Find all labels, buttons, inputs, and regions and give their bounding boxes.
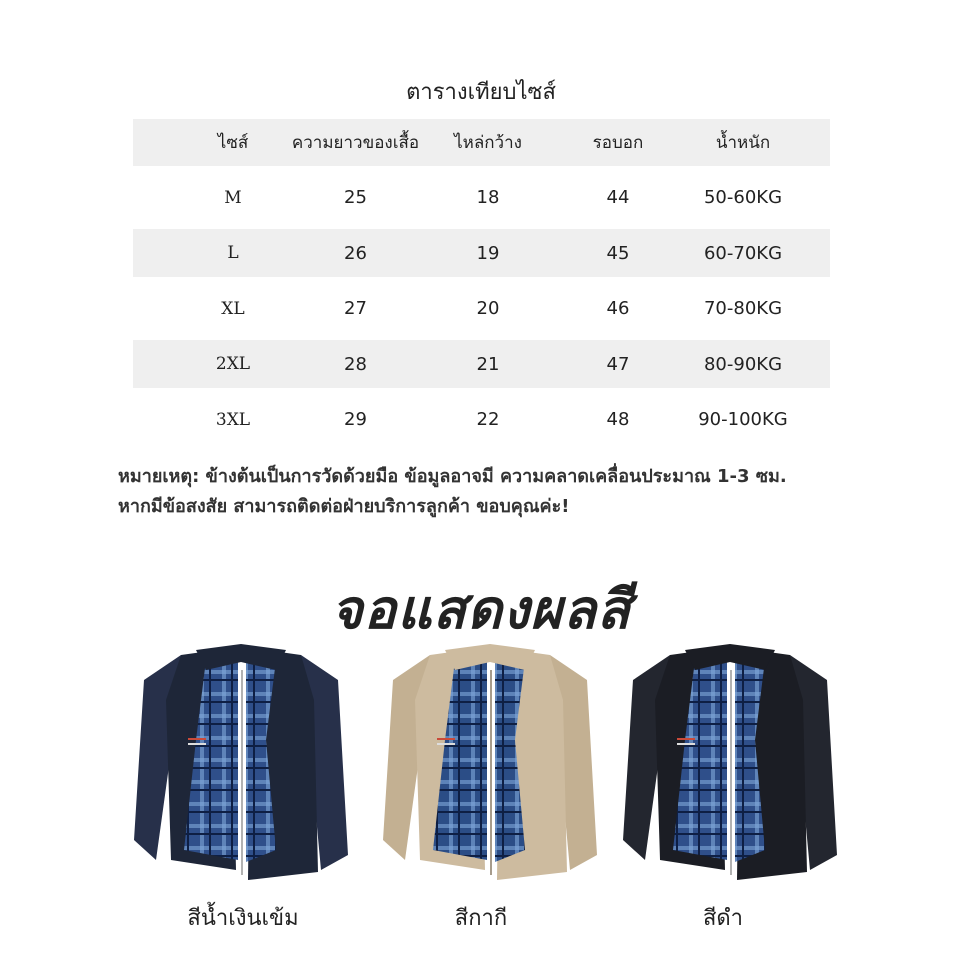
chest-cell: 45 bbox=[606, 242, 630, 264]
length-cell: 25 bbox=[344, 187, 367, 208]
length-cell: 29 bbox=[344, 409, 367, 430]
length-cell: 28 bbox=[344, 353, 367, 375]
measurement-note bbox=[118, 462, 878, 522]
header-shoulder: ไหล่กว้าง bbox=[454, 133, 522, 153]
note-line-1: หมายเหตุ: ข้างต้นเป็นการวัดด้วยมือ ข้อมูลอาจมี ความคลาดเคลื่อนประมาณ 1-3 ซม. bbox=[118, 466, 787, 487]
table-row bbox=[133, 277, 830, 340]
color-display-heading: จอแสดงผลสี bbox=[331, 578, 631, 641]
table-row bbox=[133, 229, 830, 277]
weight-cell: 90-100KG bbox=[698, 409, 788, 430]
chest-cell: 46 bbox=[606, 298, 630, 319]
chest-cell: 44 bbox=[606, 187, 630, 208]
weight-cell: 60-70KG bbox=[703, 242, 783, 264]
navy-jacket-image bbox=[126, 640, 356, 890]
size-cell: M bbox=[224, 187, 242, 208]
length-cell: 26 bbox=[344, 242, 367, 264]
size-chart-table bbox=[133, 119, 830, 451]
khaki-jacket-image bbox=[375, 640, 605, 890]
black-jacket-image bbox=[615, 640, 845, 890]
table-row bbox=[133, 166, 830, 229]
shoulder-cell: 20 bbox=[476, 298, 500, 319]
color-label-black: สีดำ bbox=[702, 906, 744, 931]
table-row bbox=[133, 340, 830, 388]
chest-cell: 48 bbox=[606, 409, 630, 430]
size-cell: L bbox=[227, 243, 239, 263]
shoulder-cell: 18 bbox=[476, 187, 500, 208]
length-cell: 27 bbox=[344, 298, 367, 319]
header-size: ไซส์ bbox=[217, 133, 249, 153]
size-cell: XL bbox=[221, 298, 245, 319]
note-line-2: หากมีข้อสงสัย สามารถติดต่อฝ่ายบริการลูกค้า ขอบคุณค่ะ! bbox=[118, 496, 570, 517]
weight-cell: 50-60KG bbox=[703, 187, 783, 208]
header-length: ความยาวของเสื้อ bbox=[291, 133, 420, 153]
header-chest: รอบอก bbox=[592, 133, 644, 153]
weight-cell: 80-90KG bbox=[703, 353, 783, 375]
table-header-row bbox=[133, 119, 830, 166]
color-label-khaki: สีกากี bbox=[454, 906, 508, 931]
shoulder-cell: 19 bbox=[476, 242, 500, 264]
shoulder-cell: 22 bbox=[476, 409, 500, 430]
header-weight: น้ำหนัก bbox=[715, 133, 771, 153]
weight-cell: 70-80KG bbox=[703, 298, 783, 319]
color-label-navy: สีน้ำเงินเข้ม bbox=[187, 906, 299, 931]
table-row bbox=[133, 388, 830, 451]
size-cell: 3XL bbox=[215, 409, 251, 430]
shoulder-cell: 21 bbox=[476, 353, 500, 375]
size-chart-title: ตารางเทียบไซส์ bbox=[406, 80, 556, 105]
jacket-illustration bbox=[375, 640, 605, 890]
jacket-illustration bbox=[126, 640, 356, 890]
chest-cell: 47 bbox=[606, 353, 630, 375]
size-cell: 2XL bbox=[215, 354, 251, 374]
jacket-illustration bbox=[615, 640, 845, 890]
